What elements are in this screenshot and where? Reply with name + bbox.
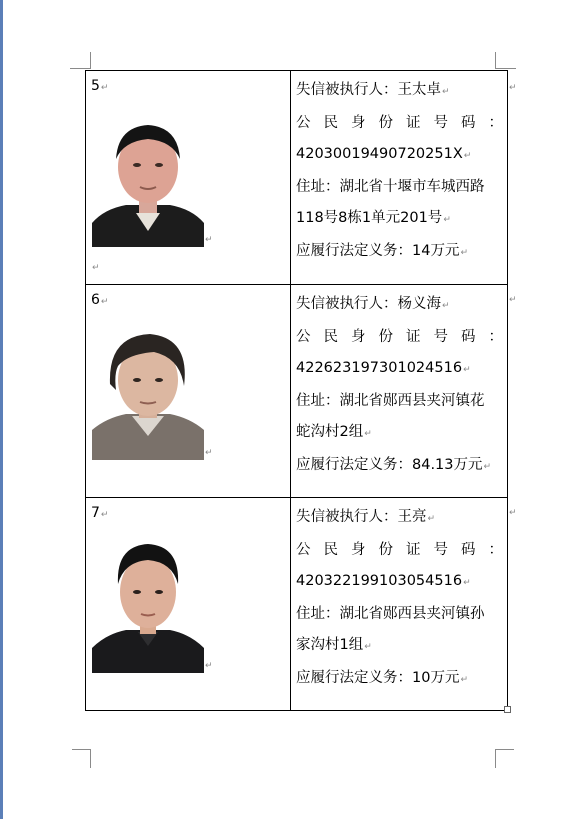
paragraph-mark: ↵ bbox=[364, 642, 372, 652]
portrait-image bbox=[92, 113, 204, 247]
photo-cell[interactable] bbox=[86, 71, 291, 285]
crop-mark-bottom-left bbox=[72, 749, 91, 768]
debtor-name: 失信被执行人：王太卓 bbox=[296, 82, 441, 98]
obligation-amount: 应履行法定义务：84.13万元 bbox=[296, 457, 483, 473]
table-row bbox=[86, 285, 508, 498]
photo-cell[interactable] bbox=[86, 498, 291, 711]
id-label: 公 民 身 份 证 号 码 ： bbox=[296, 115, 503, 131]
debtor-table bbox=[85, 70, 508, 711]
paragraph-mark: ↵ bbox=[205, 235, 213, 245]
paragraph-mark: ↵ bbox=[460, 248, 468, 258]
paragraph-mark: ↵ bbox=[463, 151, 472, 161]
address-line-2: 家沟村1组 bbox=[296, 637, 364, 653]
paragraph-mark: ↵ bbox=[442, 87, 450, 97]
address-line-2: 蛇沟村2组 bbox=[296, 424, 364, 440]
address-line-1: 住址：湖北省郧西县夹河镇孙 bbox=[296, 606, 485, 622]
paragraph-mark: ↵ bbox=[463, 578, 471, 588]
obligation-amount: 应履行法定义务：14万元 bbox=[296, 243, 460, 259]
paragraph-mark: ↵ bbox=[205, 448, 213, 458]
paragraph-mark: ↵ bbox=[427, 514, 436, 524]
paragraph-mark: ↵ bbox=[100, 297, 109, 307]
photo-cell[interactable] bbox=[86, 285, 291, 498]
crop-mark-bottom-right bbox=[495, 749, 514, 768]
debtor-name: 失信被执行人：王亮 bbox=[296, 509, 427, 525]
address-line-1: 住址：湖北省郧西县夹河镇花 bbox=[296, 393, 485, 409]
portrait-image bbox=[92, 536, 204, 673]
debtor-name: 失信被执行人：杨义海 bbox=[296, 296, 441, 312]
paragraph-mark: ↵ bbox=[442, 301, 450, 311]
id-number: 42030019490720251X bbox=[296, 146, 463, 162]
paragraph-mark: ↵ bbox=[463, 365, 471, 375]
paragraph-mark: ↵ bbox=[205, 661, 213, 671]
paragraph-mark: ↵ bbox=[443, 215, 451, 225]
row-end-mark: ↵ bbox=[509, 295, 517, 305]
paragraph-mark: ↵ bbox=[460, 675, 468, 685]
id-number: 422623197301024516 bbox=[296, 360, 463, 376]
id-label: 公 民 身 份 证 号 码 ： bbox=[296, 329, 503, 345]
obligation-amount: 应履行法定义务：10万元 bbox=[296, 670, 460, 686]
row-end-mark: ↵ bbox=[509, 83, 517, 93]
table-row bbox=[86, 498, 508, 711]
info-cell[interactable] bbox=[291, 498, 508, 711]
address-line-1: 住址：湖北省十堰市车城西路 bbox=[296, 179, 485, 195]
record-number: 7 bbox=[91, 505, 100, 521]
record-number: 5 bbox=[91, 78, 100, 94]
address-line-2: 118号8栋1单元201号 bbox=[296, 210, 443, 226]
table-row bbox=[86, 71, 508, 285]
record-number: 6 bbox=[91, 292, 100, 308]
row-end-mark: ↵ bbox=[509, 508, 517, 518]
portrait-photo[interactable] bbox=[92, 324, 204, 460]
portrait-photo[interactable] bbox=[92, 536, 204, 673]
table-resize-handle[interactable] bbox=[504, 706, 511, 713]
paragraph-mark: ↵ bbox=[100, 83, 109, 93]
crop-mark-top-right bbox=[495, 52, 516, 69]
info-cell[interactable] bbox=[291, 71, 508, 285]
portrait-image bbox=[92, 324, 204, 460]
window-edge bbox=[0, 0, 3, 819]
paragraph-mark: ↵ bbox=[100, 510, 109, 520]
paragraph-mark: ↵ bbox=[92, 263, 100, 273]
id-label: 公 民 身 份 证 号 码 ： bbox=[296, 542, 503, 558]
crop-mark-top-left bbox=[70, 52, 91, 69]
paragraph-mark: ↵ bbox=[364, 429, 372, 439]
id-number: 420322199103054516 bbox=[296, 573, 463, 589]
portrait-photo[interactable] bbox=[92, 113, 204, 247]
info-cell[interactable] bbox=[291, 285, 508, 498]
paragraph-mark: ↵ bbox=[483, 462, 492, 472]
